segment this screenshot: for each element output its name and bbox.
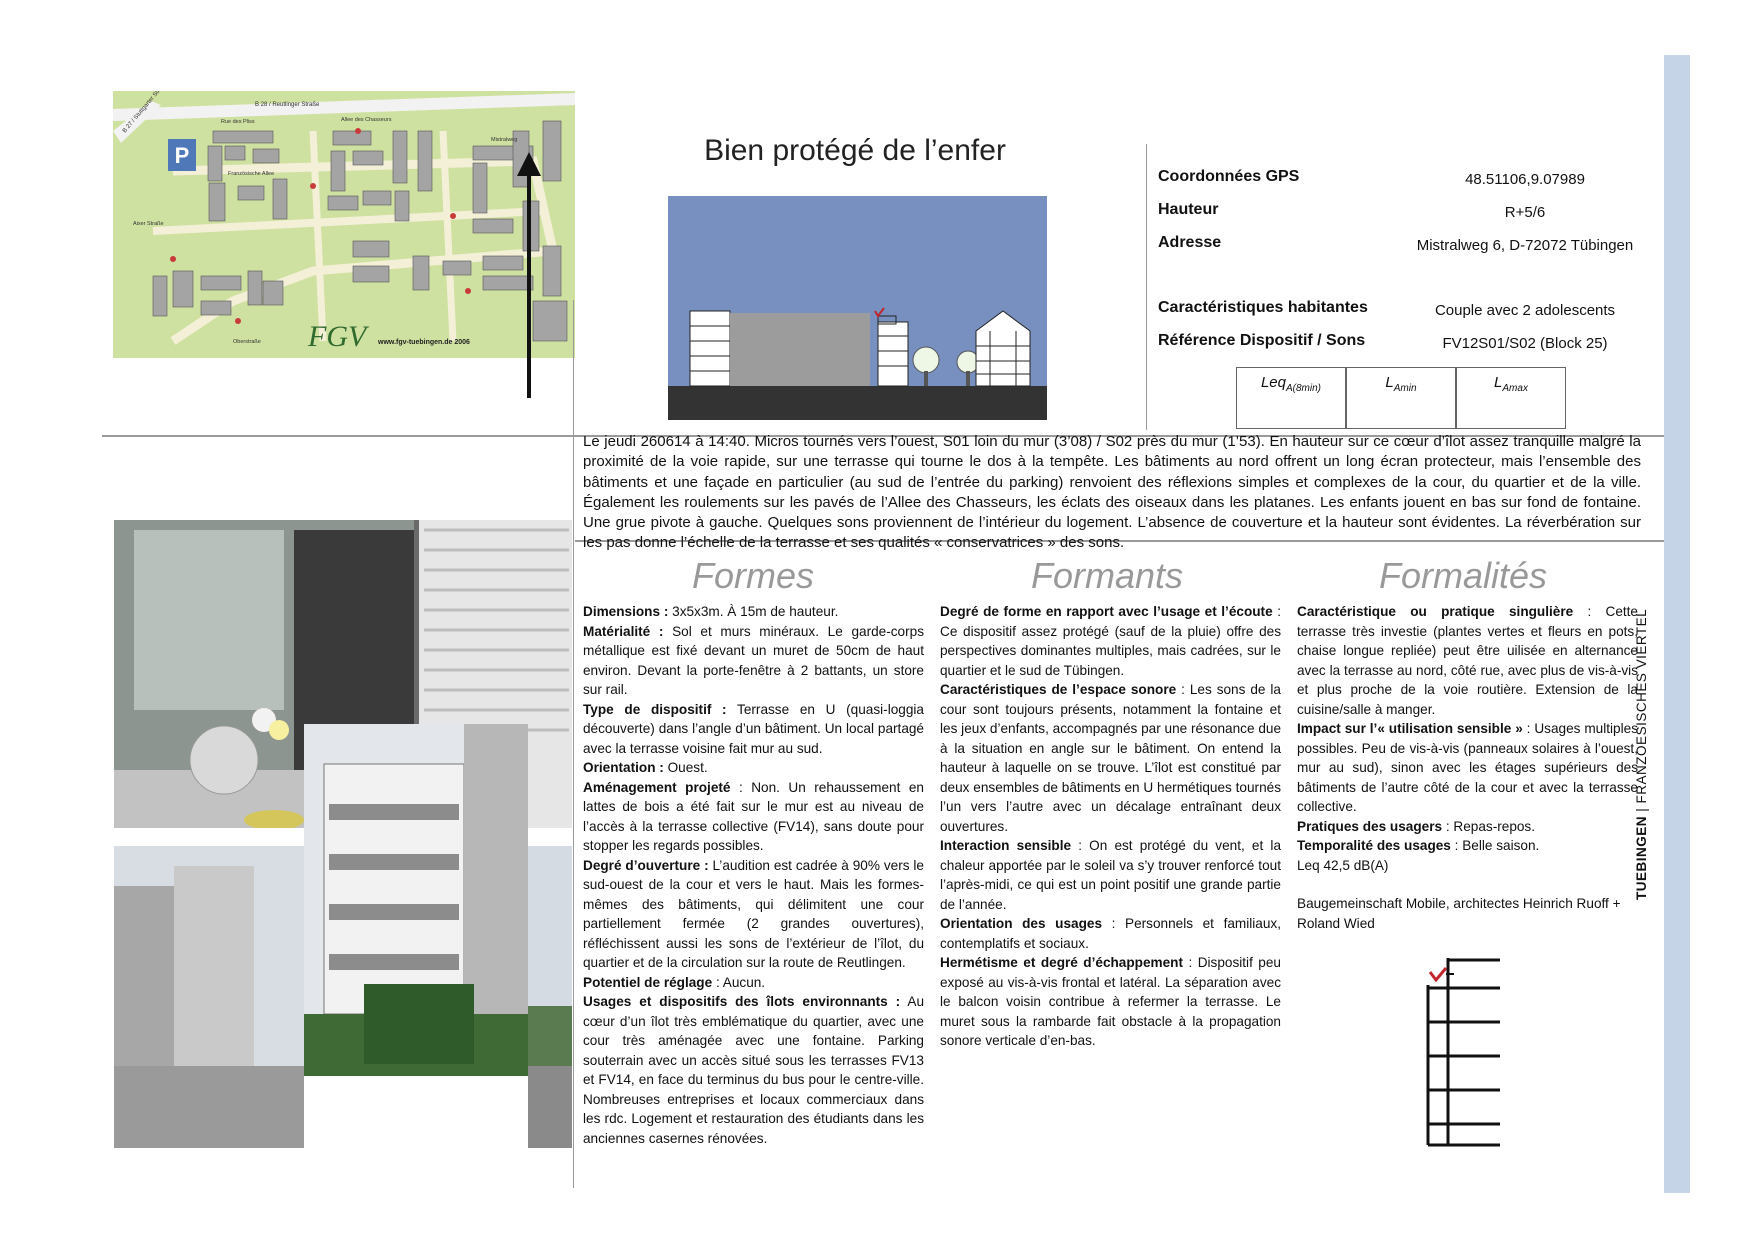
info-label-height: Hauteur xyxy=(1158,201,1219,218)
formes-item: Matérialité : Sol et murs minéraux. Le garde-corps métallique est fixé devant un muret de 50cm de haut environ. Devant la porte-fenêtre à 2 battants, un store sur rail. xyxy=(583,623,924,697)
info-label-address: Adresse xyxy=(1158,234,1222,251)
info-label-inhabitants: Caractéristiques habitantes xyxy=(1158,299,1368,316)
leq-sub-1: A(8min) xyxy=(1286,383,1322,394)
formes-item: Potentiel de réglage : Aucun. xyxy=(583,974,766,990)
sidebar-separator: | xyxy=(1634,807,1649,812)
intro-paragraph: Le jeudi 260614 à 14:40. Micros tournés vers l’ouest, S01 loin du mur (3’08) / S02 près du mur (1’53). En hauteur sur ce cœur d’îlot assez tranquille malgré la proximité de la voie rapide, sur une terrasse qui tourne le dos à la tempête. Les bâtiments au nord offrent un long écran protecteur, mais l’ensemble des bâtiments et une façade en particulier (au sud de l’entrée du parking) renvoient des réflexions simples et complexes de la cour, du quartier et de la ville. Également les roulements sur les pavés de l’Allee des Chasseurs, les éclats des oiseaux dans les platanes. Les enfants jouent en bas sur fond de fontaine. Une grue pivote à gauche. Quelques sons proviennent de l’intérieur du logement. L’absence de couverture et la hauteur sont évidentes. La réverbération sur les pas donne l’échelle de la terrasse et ses qualités « conservatrices » des sons. xyxy=(583,433,1641,552)
north-arrow-icon xyxy=(527,172,531,398)
formes-item: Type de dispositif : Terrasse en U (quasi-loggia découverte) dans l’angle d’un bâtiment. Un local partagé avec la terrasse voisine fait mur au sud. xyxy=(583,701,924,756)
formalites-item: Leq 42,5 dB(A) xyxy=(1297,857,1389,873)
site-map-drawing xyxy=(113,91,575,358)
leq-box-a8min xyxy=(1236,367,1346,429)
info-label-reference: Référence Dispositif / Sons xyxy=(1158,332,1366,349)
photo-neighbor xyxy=(528,846,572,1148)
section-view xyxy=(668,196,1047,420)
map-street-1: Aixer Straße xyxy=(133,221,164,227)
leq-sub-2: Amin xyxy=(1393,383,1417,394)
heading-formes: Formes xyxy=(691,555,814,596)
info-value-height: R+5/6 xyxy=(1504,204,1546,221)
map-street-6: Oberstraße xyxy=(233,339,261,345)
photo-facade xyxy=(304,724,528,1076)
heading-formants: Formants xyxy=(1030,555,1184,596)
parking-icon: P xyxy=(174,143,190,168)
info-value-inhabitants: Couple avec 2 adolescents xyxy=(1434,302,1616,319)
map-street-5: Rue des Pliss xyxy=(221,119,255,125)
formes-item: Degré d’ouverture : L’audition est cadrée à 90% vers le sud-ouest de la cour et vers le haut. Mais les formes-mêmes des bâtiments, qui délimitent une cour partiellement fermée (2 grandes ouvertures), réfléchissent aussi les sons de l’extérieur de l’îlot, du quartier et de la circulation sur la route de Reutlingen. xyxy=(583,857,924,970)
photo-facade-drawing xyxy=(304,724,528,1076)
formants-item: Hermétisme et degré d’échappement : Dispositif peu exposé au vis-à-vis frontal et latéral. La séparation avec le balcon voisin contribue à refermer la terrasse. Le muret sous la rambarde fait obstacle à la propagation sonore verticale d’en-bas. xyxy=(940,955,1281,1048)
photo-wall xyxy=(114,846,304,1148)
formants-item: Interaction sensible : On est protégé du vent, et la chaleur apportée par le soleil va s’y trouver renforcé tout l’après-midi, ce qui est un point positif une grande partie de l’année. xyxy=(940,838,1282,912)
architect-credit: Baugemeinschaft Mobile, architectes Heinrich Ruoff + Roland Wied xyxy=(1297,896,1621,931)
photo-wall-drawing xyxy=(114,846,304,1148)
heading-formalites: Formalités xyxy=(1378,555,1548,596)
leq-label-1: Leq xyxy=(1260,374,1286,391)
photo-neighbor-drawing xyxy=(528,846,572,1148)
sidebar-label xyxy=(1634,608,1654,900)
formalites-item: Pratiques des usagers : Repas-repos. xyxy=(1297,818,1536,834)
info-value-reference: FV12S01/S02 (Block 25) xyxy=(1442,335,1608,352)
column-formes xyxy=(583,602,924,1148)
column-formalites xyxy=(1297,602,1638,933)
sidebar-city: TUEBINGEN xyxy=(1634,815,1649,900)
formes-item: Orientation : Ouest. xyxy=(583,760,708,775)
info-value-address: Mistralweg 6, D-72072 Tübingen xyxy=(1416,237,1634,254)
building-section-icon xyxy=(1418,950,1508,1150)
fgv-logo: FGV xyxy=(308,320,367,353)
map-street-2: Französische Allee xyxy=(228,171,275,177)
checkmark-small-icon xyxy=(1430,968,1446,980)
leq-label-2: L xyxy=(1385,374,1394,391)
leq-label-3: L xyxy=(1494,374,1503,391)
section-drawing xyxy=(668,196,1047,420)
formes-item: Aménagement projeté : Non. Un rehaussement en lattes de bois a été fait sur le mur est au niveau de l’accès à la terrasse collective (FV14), sans doute pour stopper les regards possibles. xyxy=(583,779,924,853)
info-label-gps: Coordonnées GPS xyxy=(1158,168,1300,185)
north-arrow-head-icon xyxy=(517,152,541,176)
map-street-4: Mistralweg xyxy=(491,137,518,143)
map-street-3: Allee des Chasseurs xyxy=(341,117,392,123)
divider-vertical xyxy=(573,300,574,1188)
formes-item: Usages et dispositifs des îlots environnants : Au cœur d’un îlot très emblématique du quartier, avec une cour très aménagée avec une fontaine. Parking souterrain avec un accès situé sous les terrasses FV13 et FV14, en face du terminus du bus pour le centre-ville. Nombreuses entreprises et locaux commerciaux dans les rdc. Logement et restauration des étudiants dans les anciennes casernes rénovées. xyxy=(583,994,924,1146)
map-credit: www.fgv-tuebingen.de 2006 xyxy=(378,339,470,346)
formalites-item: Impact sur l’« utilisation sensible » : Usages multiples possibles. Peu de vis-à-vis (panneaux solaires à l’ouest, mur au sud), sinon avec les étages supérieurs des bâtiments de l’autre côté de la cour et avec la terrasse collective. xyxy=(1297,721,1638,814)
info-divider xyxy=(1146,144,1147,430)
formants-item: Orientation des usages : Personnels et familiaux, contemplatifs et sociaux. xyxy=(940,916,1281,951)
info-value-gps: 48.51106,9.07989 xyxy=(1465,171,1585,188)
site-map xyxy=(113,91,575,358)
sidebar-district: FRANZOESISCHES VIERTEL xyxy=(1634,608,1649,804)
leq-box-amin xyxy=(1346,367,1456,429)
formalites-item: Temporalité des usages : Belle saison. xyxy=(1297,838,1540,853)
map-road-left: B 27 / Stuttgarter xyxy=(121,95,156,135)
page-title: Bien protégé de l’enfer xyxy=(704,134,1006,167)
formants-item: Caractéristiques de l’espace sonore : Les sons de la cour sont toujours présents, notamment la fontaine et les jeux d’enfants, accompagnés par une résonance due à la situation en angle sur le bâtiment. On entend la hauteur à laquelle on se trouve. L’îlot est constitué par deux ensembles de bâtiments en U hermétiques tournés l’un vers l’autre avec un décalage entraînant deux ouvertures. xyxy=(940,682,1281,834)
formalites-item: Caractéristique ou pratique singulière : Cette terrasse très investie (plantes vertes et fleurs en pots, chaise longue repliée) peut être uilisée en alternance avec la terrasse au nord, côté rue, avec plus de vis-à-vis et plus proche de la voie routière. Extension de la cuisine/salle à manger. xyxy=(1297,604,1638,717)
sidebar-band xyxy=(1664,55,1690,1193)
leq-box-amax xyxy=(1456,367,1566,429)
formes-item: Dimensions : 3x5x3m. À 15m de hauteur. xyxy=(583,604,839,619)
leq-sub-3: Amax xyxy=(1502,383,1528,394)
formants-item: Degré de forme en rapport avec l’usage et l’écoute : Ce dispositif assez protégé (sauf de la pluie) offre des perspectives dominantes multiples, mais cadrées, sur le quartier et le sud de Tübingen. xyxy=(940,604,1281,678)
map-road-top: B 28 / Reutlinger Straße xyxy=(255,102,320,108)
column-formants xyxy=(940,602,1281,1051)
